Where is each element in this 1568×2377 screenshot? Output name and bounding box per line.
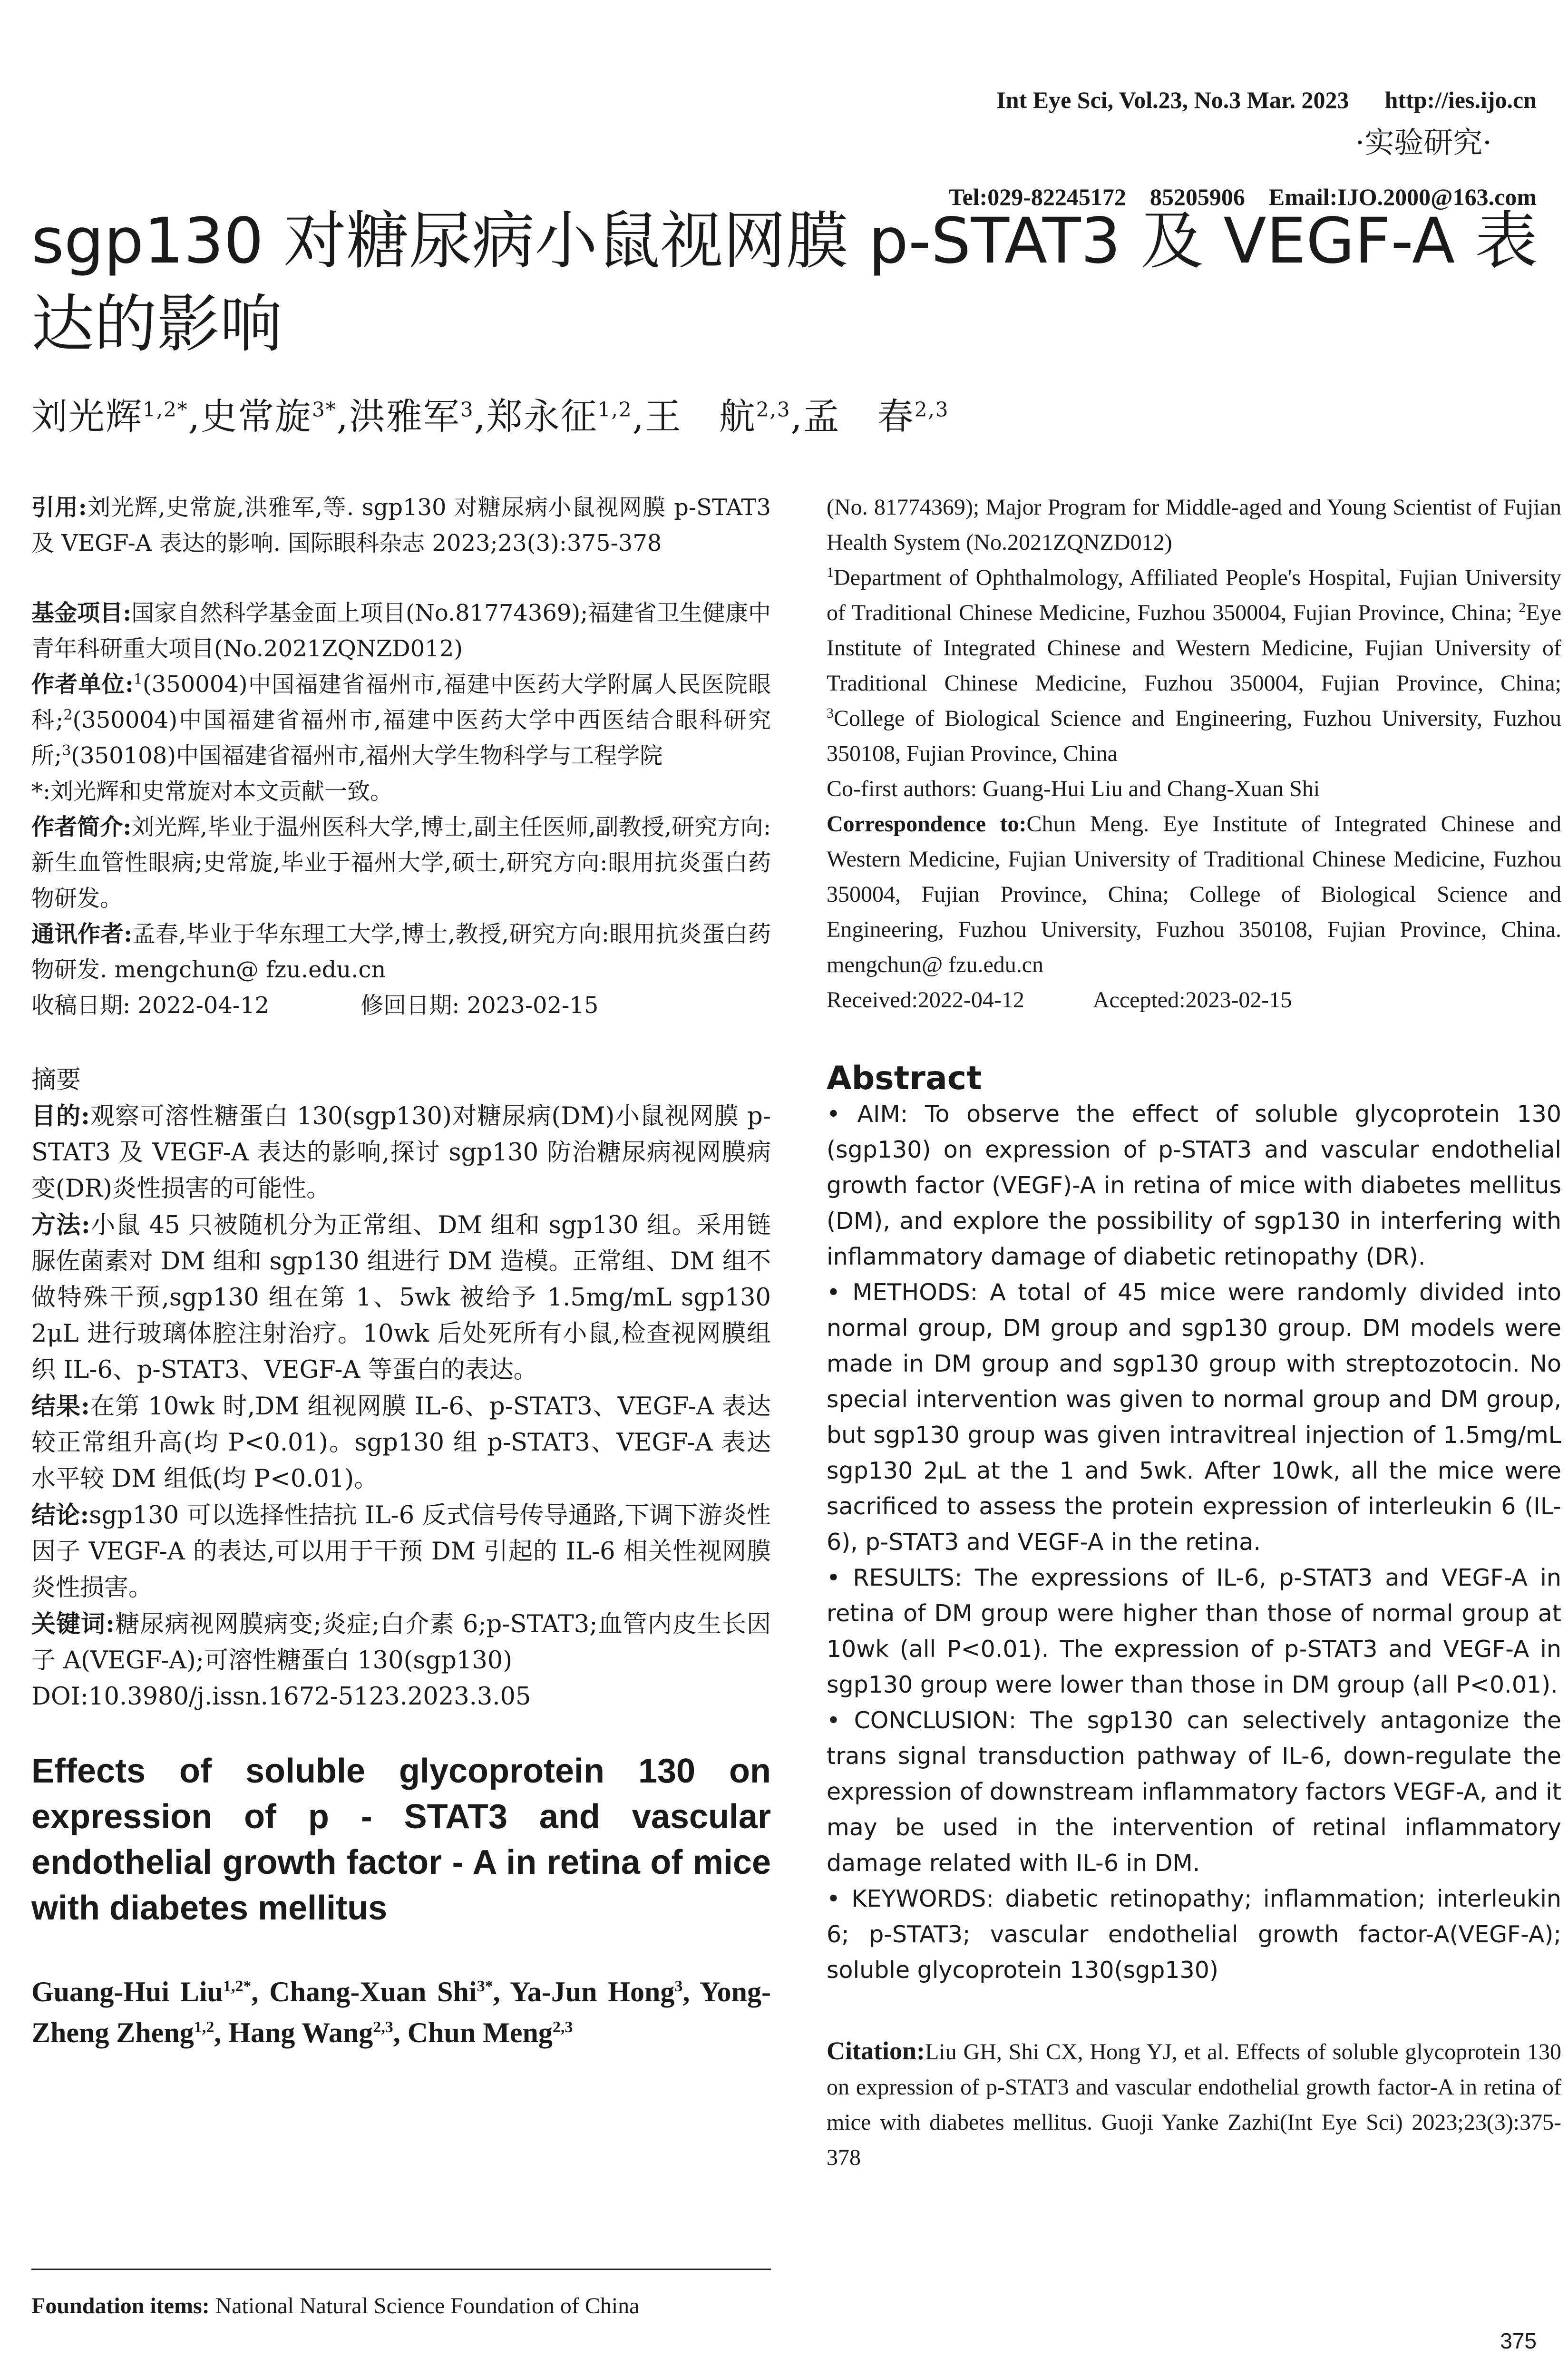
article-title: sgp130 对糖尿病小鼠视网膜 p-STAT3 及 VEGF-A 表达的影响 — [31, 205, 1538, 361]
abstract-heading-en: Abstract — [827, 1060, 982, 1097]
foundation-items-cont: (No. 81774369); Major Program for Middle-aged and Young Scientist of Fujian Health System (No.2021ZQNZD012) — [827, 495, 1561, 555]
abstract-methods-cn: 方法:小鼠 45 只被随机分为正常组、DM 组和 sgp130 组。采用链脲佐菌素对 DM 组和 sgp130 组进行 DM 造模。正常组、DM 组不做特殊干预,sgp130 组在第 1、5wk 被给予 1.5mg/mL sgp130 2μL 进行玻璃体腔注射治疗。10wk 后处死所有小鼠,检查视网膜组织 IL-6、p-STAT3、VEGF-A 等蛋白的表达。 — [31, 1211, 771, 1384]
footnote-divider — [31, 2269, 771, 2270]
abstract-heading-cn: 摘要 — [31, 1066, 81, 1094]
abstract-results-en: • RESULTS: The expressions of IL-6, p-STAT3 and VEGF-A in retina of DM group were higher than those of normal group at 10wk (all P<0.01). The expression of p-STAT3 and VEGF-A in sgp130 group were lower than those in DM group (all P<0.01). — [827, 1564, 1561, 1698]
author: 刘光辉 — [31, 395, 143, 438]
journal-email[interactable]: Email:IJO.2000@163.com — [1268, 184, 1537, 210]
keywords-en: • KEYWORDS: diabetic retinopathy; inflammation; interleukin 6; p-STAT3; vascular endothelial growth factor-A(VEGF-A); soluble glycoprotein 130(sgp130) — [827, 1885, 1561, 1984]
keywords-cn: 关键词:糖尿病视网膜病变;炎症;白介素 6;p-STAT3;血管内皮生长因子 A(VEGF-A);可溶性糖蛋白 130(sgp130) — [31, 1610, 771, 1675]
author-list-cn: 刘光辉$^{1,2*}$,史常旋$^{3*}$,洪雅军$^3$,郑永征$^{1,2}$,王 航$^{2,3}$,孟 春$^{2,3}$ — [31, 395, 949, 438]
section-tag: ·实验研究· — [1355, 125, 1492, 160]
dates-en: Received:2022-04-12 Accepted:2023-02-15 — [827, 987, 1292, 1013]
co-first-authors: Co-first authors: Guang-Hui Liu and Chang-Xuan Shi — [827, 776, 1320, 801]
abstract-aim-en: • AIM: To observe the effect of soluble glycoprotein 130 (sgp130) on expression of p-STAT3 and vascular endothelial growth factor (VEGF)-A in retina of mice with diabetes mellitus (DM), and explore the possibility of sgp130 in interfering with inflammatory damage of diabetic retinopathy (DR). — [827, 1101, 1561, 1270]
correspondence-en: Correspondence to:Chun Meng. Eye Institute of Integrated Chinese and Western Medicine, Fujian University of Traditional Chinese Medicine, Fuzhou 350004, Fujian Province, China; College of Biological Science and Engineering, Fuzhou University, Fuzhou 350108, Fujian Province, China. mengchun@ fzu.edu.cn — [827, 811, 1561, 977]
abstract-conclusion-cn: 结论:sgp130 可以选择性拮抗 IL-6 反式信号传导通路,下调下游炎性因子 VEGF-A 的表达,可以用于干预 DM 引起的 IL-6 相关性视网膜炎性损害。 — [31, 1501, 771, 1602]
left-column — [31, 490, 771, 2053]
journal-url[interactable]: http://ies.ijo.cn — [1384, 87, 1537, 113]
author: 洪雅军 — [349, 395, 460, 438]
foundation-items-en: Foundation items: National Natural Science Foundation of China — [31, 2293, 640, 2319]
abstract-conclusion-en: • CONCLUSION: The sgp130 can selectively antagonize the trans signal transduction pathway of IL-6, down-regulate the expression of downstream inflammatory factors VEGF-A, and it may be used in the intervention of retinal inflammatory damage related with IL-6 in DM. — [827, 1707, 1561, 1877]
affiliations-en: $^1$Department of Ophthalmology, Affiliated People's Hospital, Fujian University of Traditional Chinese Medicine, Fuzhou 350004, Fujian Province, China; $^2$Eye Institute of Integrated Chinese and Western Medicine, Fujian University of Traditional Chinese Medicine, Fuzhou 350004, Fujian Province, China; $^3$College of Biological Science and Engineering, Fuzhou University, Fuzhou 350108, Fujian Province, China — [827, 565, 1562, 766]
journal-line: Int Eye Sci, Vol.23, No.3 Mar. 2023 http://ies.ijo.cn — [996, 87, 1537, 113]
funding-cn: 基金项目:国家自然科学基金面上项目(No.81774369);福建省卫生健康中青年科研重大项目(No.2021ZQNZD012) — [31, 600, 771, 662]
author: 孟 春 — [803, 395, 915, 438]
citation-en: Citation:Liu GH, Shi CX, Hong YJ, et al. Effects of soluble glycoprotein 130 on expression of p-STAT3 and vascular endothelial growth factor-A in retina of mice with diabetes mellitus. Guoji Yanke Zazhi(Int Eye Sci) 2023;23(3):375-378 — [827, 2036, 1561, 2170]
citation-cn: 引用:刘光辉,史常旋,洪雅军,等. sgp130 对糖尿病小鼠视网膜 p-STAT3 及 VEGF-A 表达的影响. 国际眼科杂志 2023;23(3):375-378 — [31, 494, 771, 556]
abstract-cn — [31, 1098, 771, 1715]
equal-contribution-note: *:刘光辉和史常旋对本文贡献一致。 — [31, 778, 393, 805]
author-list-en: Guang-Hui Liu$^{1,2*}$, Chang-Xuan Shi$^{3*}$, Ya-Jun Hong$^3$, Yong-Zheng Zheng$^{1,2}$, Hang Wang$^{2,3}$, Chun Meng$^{2,3}$ — [31, 1976, 771, 2048]
front-matter-en — [827, 490, 1561, 1018]
page-number: 375 — [1500, 2328, 1537, 2353]
abstract-results-cn: 结果:在第 10wk 时,DM 组视网膜 IL-6、p-STAT3、VEGF-A 表达较正常组升高(均 P<0.01)。sgp130 组 p-STAT3、VEGF-A 表达水平较 DM 组低(均 P<0.01)。 — [31, 1392, 771, 1493]
author: 郑永征 — [486, 395, 598, 438]
abstract-methods-en: • METHODS: A total of 45 mice were randomly divided into normal group, DM group and sgp130 group. DM models were made in DM group and sgp130 group with streptozotocin. No special intervention was given to normal group and DM group, but sgp130 group was given intravitreal injection of 1.5mg/mL sgp130 2μL at the 1 and 5wk. After 10wk, all the mice were sacrificed to assess the protein expression of interleukin 6 (IL-6), p-STAT3 and VEGF-A in the retina. — [827, 1279, 1561, 1556]
contact-line: Tel:029-82245172 85205906 Email:IJO.2000@163.com — [948, 184, 1537, 210]
author-bio: 作者简介:刘光辉,毕业于温州医科大学,博士,副主任医师,副教授,研究方向:新生血管性眼病;史常旋,毕业于福州大学,硕士,研究方向:眼用抗炎蛋白药物研发。 — [31, 814, 771, 912]
author: 史常旋 — [200, 395, 312, 438]
dates-cn: 收稿日期: 2022-04-12 修回日期: 2023-02-15 — [31, 992, 599, 1019]
corresponding-cn: 通讯作者:孟春,毕业于华东理工大学,博士,教授,研究方向:眼用抗炎蛋白药物研发. mengchun@ fzu.edu.cn — [31, 921, 771, 983]
right-column — [827, 490, 1561, 2175]
abstract-aim-cn: 目的:观察可溶性糖蛋白 130(sgp130)对糖尿病(DM)小鼠视网膜 p-STAT3 及 VEGF-A 表达的影响,探讨 sgp130 防治糖尿病视网膜病变(DR)炎性损害的可能性。 — [31, 1102, 771, 1203]
doi: DOI:10.3980/j.issn.1672-5123.2023.3.05 — [31, 1683, 531, 1711]
abstract-en — [827, 1096, 1561, 1988]
author: 王 航 — [644, 395, 756, 438]
english-title: Effects of soluble glycoprotein 130 on expression of p - STAT3 and vascular endothelial growth factor - A in retina of mice with diabetes mellitus — [31, 1752, 771, 1927]
affiliations-cn: 作者单位:$^1$(350004)中国福建省福州市,福建中医药大学附属人民医院眼科;$^2$(350004)中国福建省福州市,福建中医药大学中西医结合眼科研究所;$^3$(350108)中国福建省福州市,福州大学生物科学与工程学院 — [31, 671, 771, 769]
